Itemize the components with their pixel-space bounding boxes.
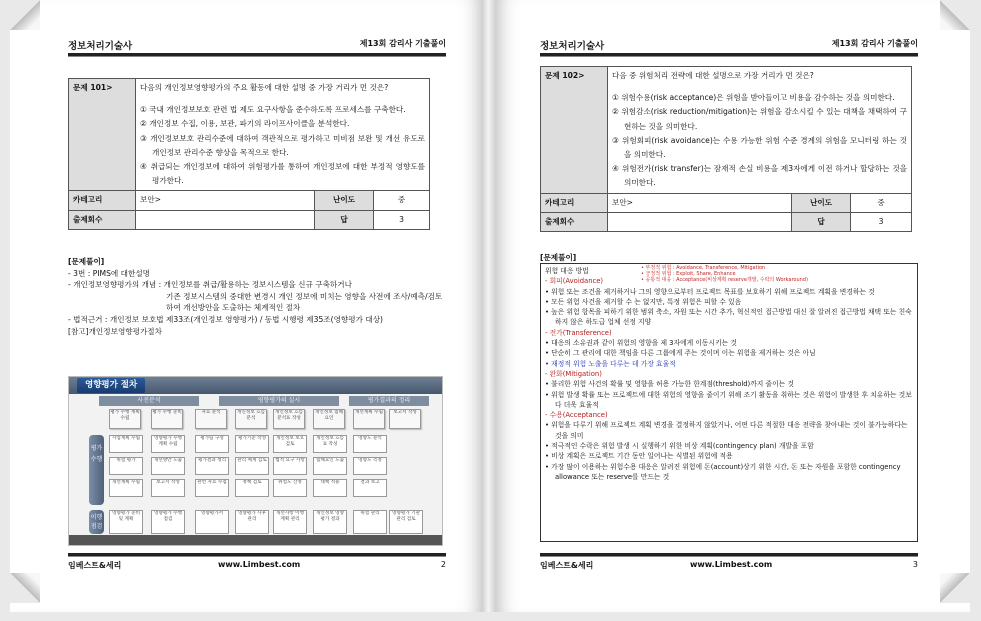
figure-box: 영향도 분석 [353,435,387,453]
figure-box: 평가 수행 계획 수립 [109,409,141,429]
section-title: 제13회 감리사 기출풀이 [359,39,446,48]
figure-box: 평가기준 작성 [235,435,269,453]
page-number: 2 [440,560,446,569]
accept-item-4: • 가장 많이 이용하는 위험수용 대응은 알려진 위험에 돈(account)상기 위한 시간, 돈 또는 자원을 포함한 contingency allowance 또는 reserve를 만드는 것 [545,462,901,481]
category-value: 보안> [136,191,315,210]
page-header [540,38,918,52]
times-value [136,210,315,229]
question-label: 문제 101> [69,79,136,191]
mitigation-title: - 완화(Mitigation) [545,369,602,378]
figure-box: 영향평가 기관 관리 검토 [389,510,423,534]
answer-value: 3 [374,210,430,229]
risk-notes [641,265,808,284]
explanation-title-wrap [540,252,576,264]
figure-box: 영향평가서 [195,510,229,534]
stage-pre-analysis: 사전분석 [99,396,199,406]
page-curl-bottom-left[interactable] [10,573,40,603]
answer-label: 답 [315,210,374,229]
accept-item-1: • 위험을 다루기 위해 프로젝트 계획 변경을 결정하지 않았거나, 어떤 다른 적절한 대응 전략을 찾아내는 것이 불가능하다는 것을 의미 [545,421,908,440]
figure-reference: [참고]개인정보영향평가절차 [68,326,162,336]
header-rule [540,53,918,57]
difficulty-label: 난이도 [792,193,851,212]
figure-box: 영향도 측정 [353,457,387,475]
header-rule [68,53,446,57]
figure-box: 위험 관리 [353,510,387,534]
page-curl-top-left[interactable] [10,0,40,30]
figure-box: 개선계획 수립 [109,479,143,497]
transfer-item-2: • 단순히 그 관리에 대한 책임을 다른 그룹에게 주는 것이며 이는 위험을 제거하는 것은 아님 [545,349,816,358]
figure-box: 사업계획 수립 [109,435,143,453]
question-stem: 다음 중 위험처리 전략에 대한 설명으로 가장 거리가 먼 것은? [612,71,814,80]
question-label: 문제 102> [541,67,608,194]
transfer-title: - 전가(Transference) [545,328,612,337]
option-2: ② 개인정보 수집, 이용, 보관, 파기의 라이프사이클을 분석한다. [140,119,350,129]
footer-rule [540,553,918,557]
figure-box: 자료 분석 [195,409,227,429]
question-table [540,66,912,232]
figure-box: 개선사항 이행계획 관리 [273,510,307,534]
impact-assessment-figure [68,376,443,546]
section-title: 제13회 감리사 기출풀이 [831,39,918,48]
option-2: ② 위험감소(risk reduction/mitigation)는 위험을 감소시킬 수 있는 대책을 채택하여 구현하는 것을 의미한다. [612,107,907,131]
page-number: 3 [912,560,918,569]
figure-box: 결과 보고 [353,479,387,497]
option-1: ① 위험수용(risk acceptance)은 위험을 받아들이고 비용을 감수하는 것을 의미한다. [612,93,895,103]
footer-url[interactable]: www.Limbest.com [218,560,301,569]
figure-box: 위험 평가 [109,457,143,475]
figure-box: 평가결과 정리 [195,457,229,475]
figure-box: 개인정보 흐름 분석표 작성 [273,409,305,429]
figure-box: 영향평가 수행계획 수립 [151,435,185,453]
question-stem: 다음의 개인정보영향평가의 주요 활동에 대한 설명 중 가장 거리가 먼 것은? [140,83,389,92]
right-page [496,0,970,612]
difficulty-value: 중 [851,193,912,212]
category-value: 보안> [608,193,792,212]
figure-box: 보고서 작성 [389,409,421,429]
answer-value: 3 [851,212,912,231]
figure-box: 보고서 작성 [151,479,185,497]
risk-heading: 위험 대응 방법 [545,267,589,275]
avoid-item-3: • 높은 위험 항목을 피하기 위한 범위 축소, 자원 또는 시간 추가, 혁신적인 접근방법 대신 잘 알려진 접근방법 채택 또는 친숙하지 않은 하도급 업체 선정 지양 [545,308,912,327]
question-table [68,78,430,230]
page-footer [68,560,446,572]
footer-url[interactable]: www.Limbest.com [690,560,773,569]
times-value [608,212,792,231]
figure-box: 침해요인 도출 [313,457,347,475]
transfer-item-3: • 재정적 위험 노출을 다루는 데 가장 효율적 [545,359,676,368]
footer-author: 임베스트&세리 [540,561,594,570]
option-1: ① 국내 개인정보보호 관련 법 제도 요구사항을 준수하도록 프로세스를 구축한다. [140,105,406,115]
times-label: 출제회수 [541,212,608,231]
times-label: 출제회수 [69,210,136,229]
figure-box: 개선방안 도출 [151,457,185,475]
difficulty-value: 중 [374,191,430,210]
page-footer [540,560,918,572]
figure-box: 관련 자료 수집 [195,479,229,497]
figure-box: 개인정보 영향평가 결과 [313,510,347,534]
figure-box: 개선계획 수립 [353,409,385,429]
figure-box: 개인정보 보호 검토 [273,435,307,453]
figure-box: 개인정보 흐름 분석 [235,409,267,429]
book-title: 정보처리기술사 [540,41,605,52]
explanation-line-2: - 개인정보영향평가의 개념 : 개인정보를 취급/활용하는 정보시스템을 신규 구축하거나 [68,280,352,290]
page-header [68,38,446,52]
risk-response-box [540,263,918,542]
explanation-title: [문제풀이] [68,257,105,266]
avoid-item-2: • 모든 위험 사건을 제거할 수 는 없지만, 특정 위험은 피할 수 있음 [545,297,742,306]
answer-label: 답 [792,212,851,231]
book-title: 정보처리기술사 [68,41,133,52]
accept-item-2: • 적극적인 수락은 위험 발생 시 실행하기 위한 비상 계획(contingency plan) 개발을 포함 [545,442,814,451]
avoid-title: - 회피(Avoidance) [545,277,604,286]
page-curl-top-right[interactable] [940,0,970,30]
transfer-item-1: • 대응의 소유권과 같이 위험의 영향을 제 3자에게 이동시키는 것 [545,339,737,348]
explanation-line-2-cont: 기존 정보시스템의 중대한 변경시 개인 정보에 미치는 영향을 사전에 조사/예측/검토하여 개선방안을 도출하는 체계적인 절차 [166,291,443,313]
side-label-manage: 이행 점검 [89,510,104,534]
option-4: ④ 취급되는 개인정보에 대하여 위험평가를 통하여 개인정보에 대한 부정적 영향도를 평가한다. [140,162,425,186]
book-spine [482,0,496,612]
figure-box: 영향평가 수행 점검 [151,510,185,534]
category-label: 카테고리 [541,193,608,212]
difficulty-label: 난이도 [315,191,374,210]
figure-box: 위험도 산정 [273,479,307,497]
stage-assessment: 영향평가의 실시 [219,396,339,406]
figure-box: 법적 요구 사항 [273,457,307,475]
figure-box: 정책 검토 [235,479,269,497]
category-label: 카테고리 [69,191,136,210]
figure-box: 관리 체계 검토 [235,457,269,475]
note-positive: • 긍정적 위험 : Exploit, Share, Enhance [641,271,736,278]
explanation-section [68,256,443,337]
accept-item-3: • 비상 계획은 프로젝트 기간 동안 일어나는 식별된 위험에 적용 [545,452,733,461]
figure-box: 개인정보 침해 요인 [313,409,345,429]
note-negative: • 부정적 위험 : Avoidance, Transference, Mitigation [641,265,766,271]
mitigation-item-1: • 불리한 위험 사건의 확률 및 영향을 허용 가능한 한계점(threshold)까지 줄이는 것 [545,380,794,389]
question-body [608,67,912,194]
figure-box: 영향평가 준비 및 계획 [109,510,143,534]
figure-box: 평가팀 구성 [195,435,229,453]
explanation-line-1: - 3번 : PIMS에 대한설명 [68,268,150,278]
side-label-main: 평가 수행 [89,435,104,505]
figure-box: 평가 수행 준비 [151,409,183,429]
option-3: ③ 위험회피(risk avoidance)는 수용 가능한 위험 수준 경계의 위험을 모니터링 하는 것을 의미한다. [612,135,907,160]
option-3: ③ 개인정보보호 관리수준에 대하여 객관적으로 평가하고 미비점 보완 및 개선 유도로 개인정보 관리수준 향상을 목적으로 한다. [140,133,425,157]
explanation-line-3: - 법적근거 : 개인정보 보호법 제33조(개인정보 영향평가) / 동법 시행령 제35조(영향평가 대상) [68,314,383,324]
left-page [10,0,482,612]
note-common: • 공통적 대응 : Acceptance(비상계획 reserve개발, 수락의 Workaround) [641,277,808,284]
explanation-title: [문제풀이] [540,253,577,262]
accept-title: - 수용(Acceptance) [545,411,608,420]
footer-rule [68,553,446,557]
stage-result: 평가결과의 정리 [349,396,429,406]
mitigation-item-2: • 위험 발생 확률 또는 프로젝트에 대한 위험의 영향을 줄이기 위해 조기 활동을 취하는 것은 위험이 발생한 후 치유하는 것보다 더욱 효율적 [545,390,912,409]
page-curl-bottom-right[interactable] [940,573,970,603]
figure-box: 영향평가 사후 관리 [235,510,269,534]
figure-title: 영향평가 절차 [77,378,145,393]
avoid-item-1: • 위험 또는 조건을 제거하거나 그의 영향으로부터 프로젝트 목표를 보호하기 위해 프로젝트 계획을 변경하는 것 [545,287,875,296]
figure-box: 대책 적용 [313,479,347,497]
question-body [136,79,430,191]
option-4: ④ 위험전가(risk transfer)는 잠재적 손실 비용을 제3자에게 이전 하거나 할당하는 것을 의미한다. [612,164,907,188]
figure-box: 개인정보 흐름 표 작성 [313,435,347,453]
footer-author: 임베스트&세리 [68,561,122,570]
figure-base-bar [69,535,442,545]
